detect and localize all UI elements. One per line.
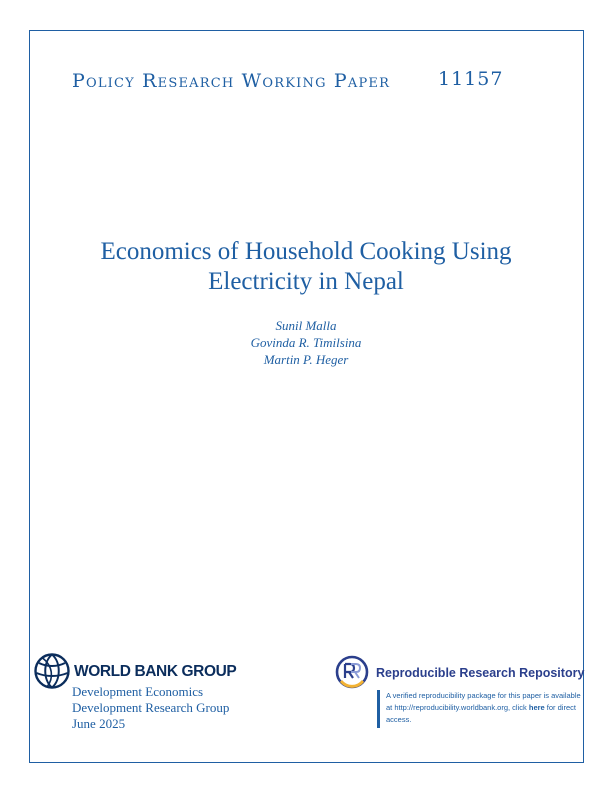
author-2: Govinda R. Timilsina bbox=[250, 335, 362, 350]
author-1: Sunil Malla bbox=[275, 318, 337, 333]
paper-number: 11157 bbox=[438, 68, 504, 90]
repository-accent-bar bbox=[377, 690, 380, 728]
paper-title bbox=[40, 237, 572, 297]
globe-icon bbox=[33, 652, 71, 690]
repository-note-tail: for direct access. bbox=[386, 703, 576, 724]
publication-date: June 2025 bbox=[72, 716, 126, 731]
repository-note-text: A verified reproducibility package for this paper is available at http://reproducibility.worldbank.org, click bbox=[386, 691, 581, 712]
reproducible-research-icon bbox=[335, 655, 369, 689]
author-list bbox=[40, 317, 572, 368]
series-name: Policy Research Working Paper bbox=[72, 70, 391, 92]
publisher-unit-1: Development Economics bbox=[72, 684, 204, 699]
author-3: Martin P. Heger bbox=[263, 352, 349, 367]
title-line-1: Economics of Household Cooking Using bbox=[100, 238, 512, 265]
title-line-2: Electricity in Nepal bbox=[208, 268, 404, 295]
repository-name: Reproducible Research Repository bbox=[376, 666, 585, 680]
repository-here-link[interactable]: here bbox=[528, 703, 545, 712]
publisher-info bbox=[72, 684, 229, 732]
repository-note bbox=[386, 690, 581, 726]
publisher-unit-2: Development Research Group bbox=[72, 700, 230, 715]
logo-wordmark: WORLD BANK GROUP bbox=[74, 663, 237, 680]
